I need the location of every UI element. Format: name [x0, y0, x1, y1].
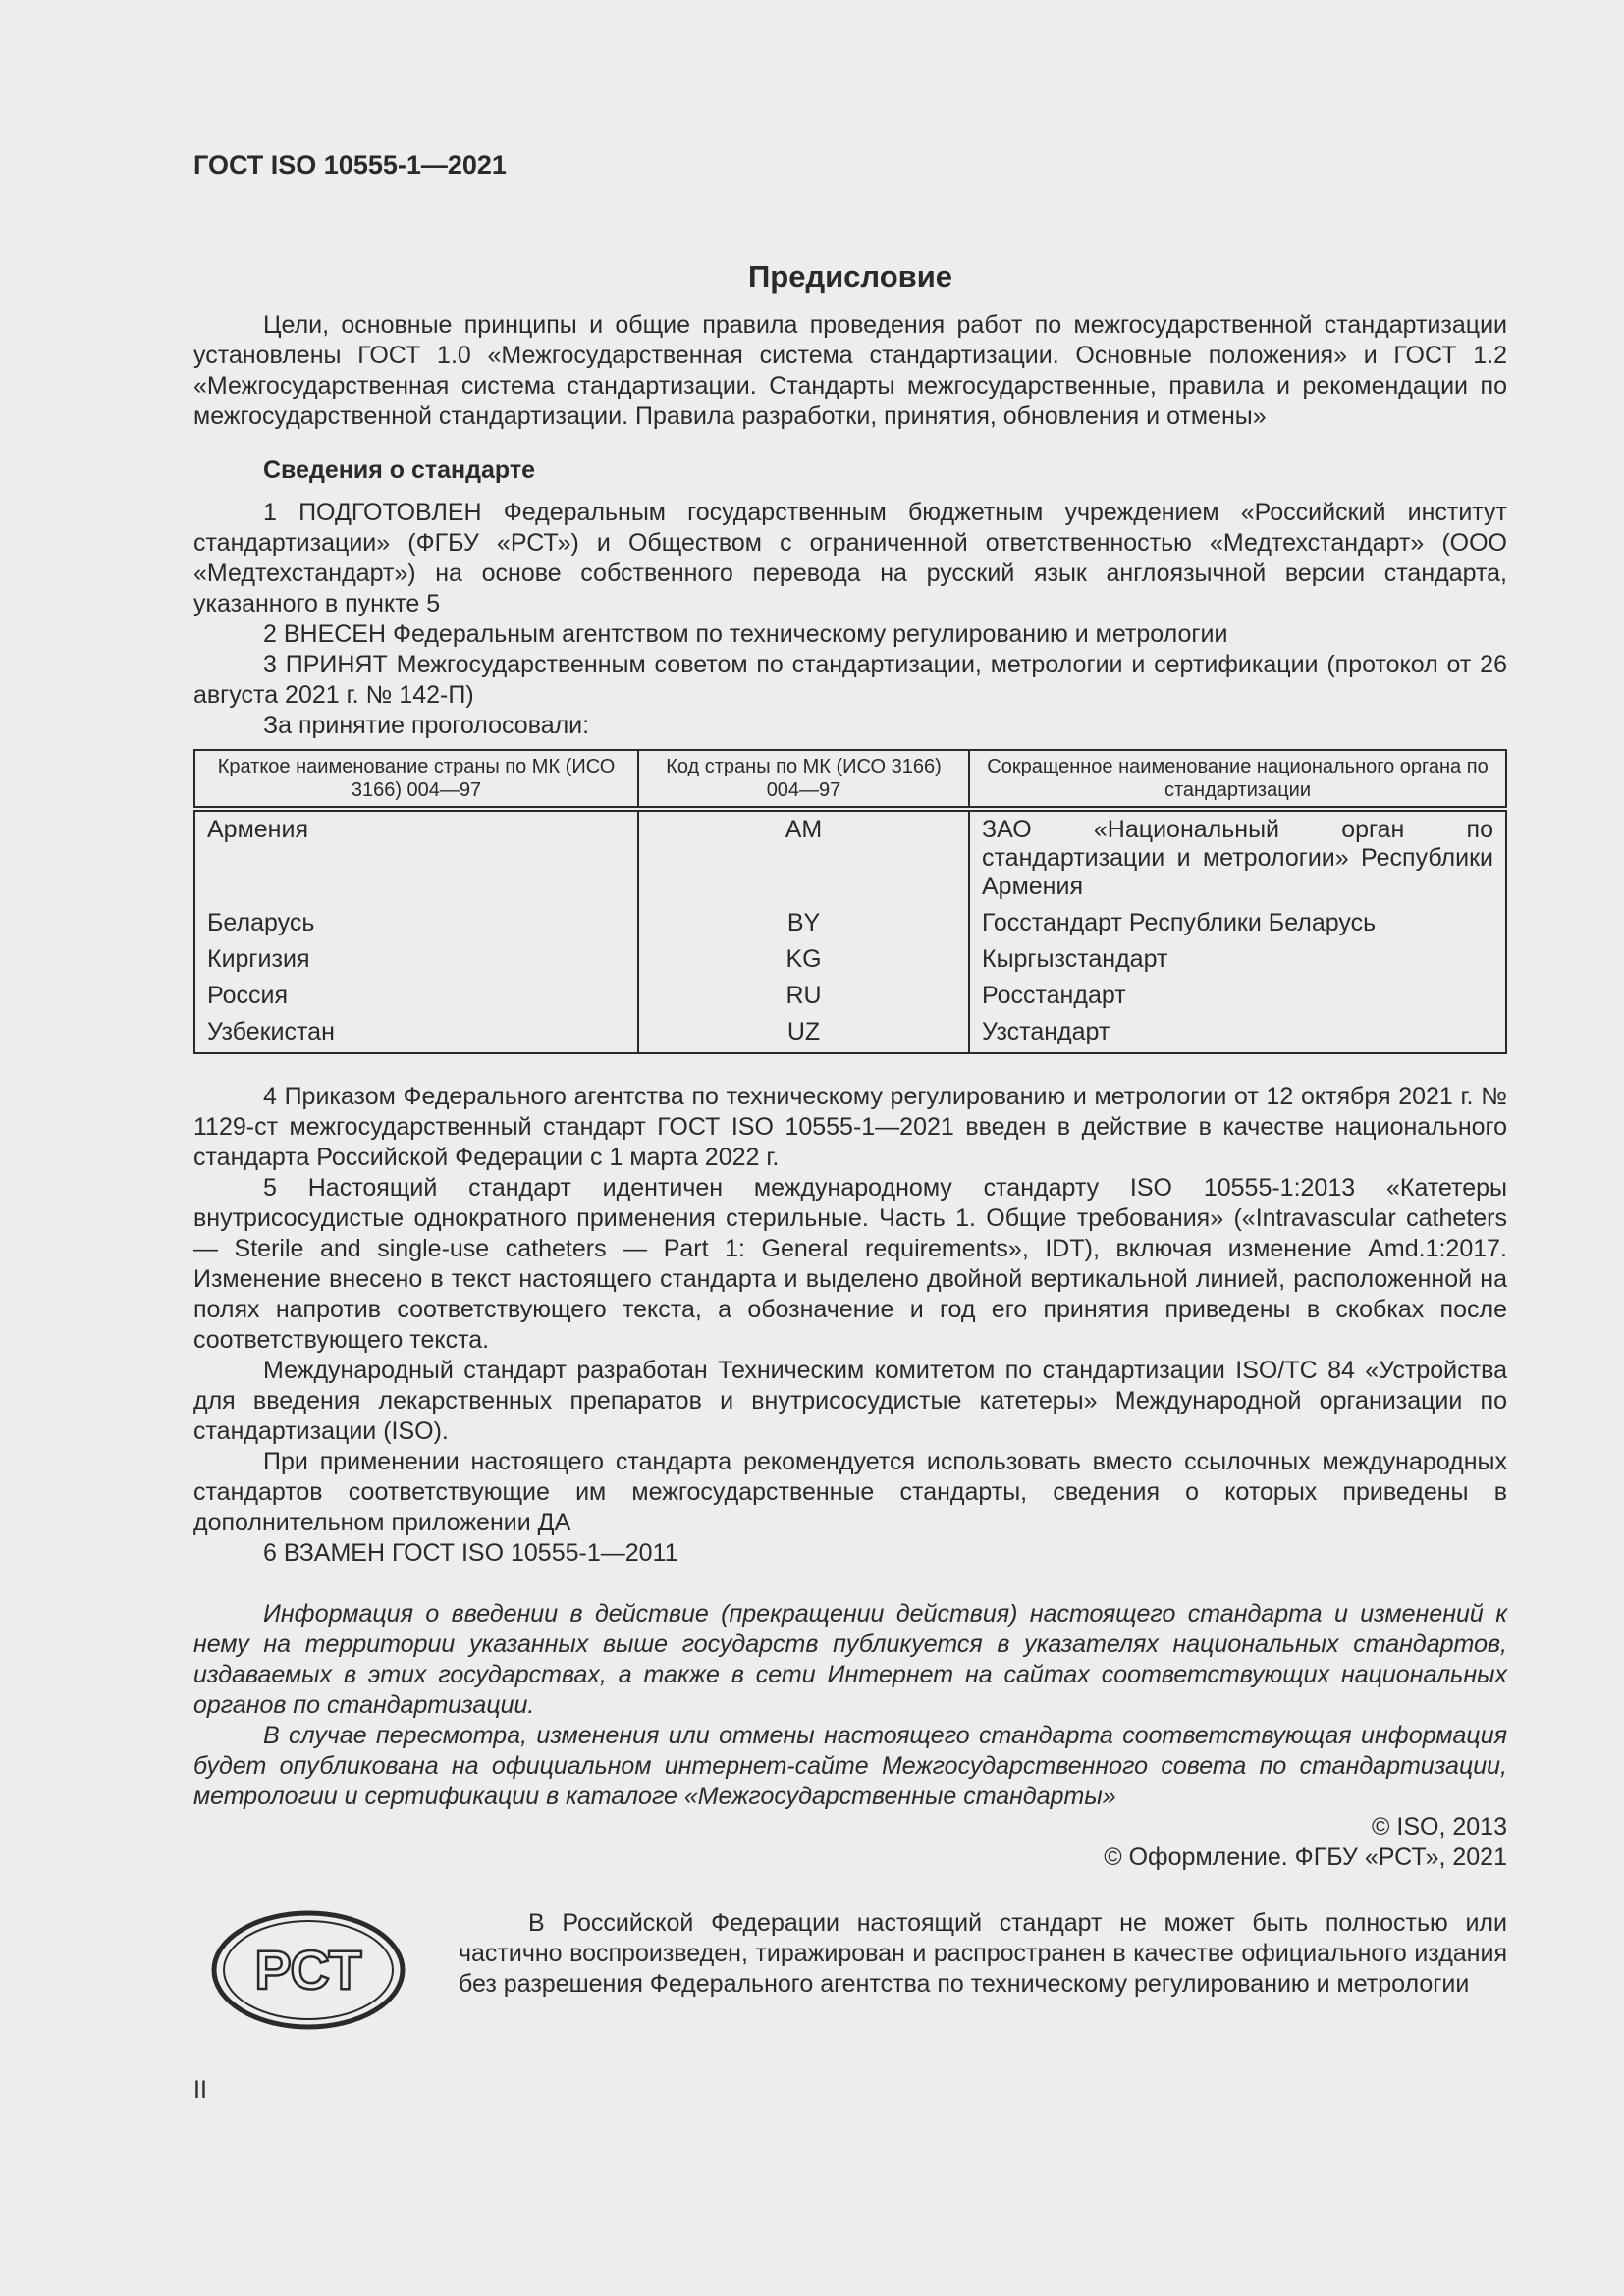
document-code: ГОСТ ISO 10555-1—2021: [193, 150, 507, 180]
code-cell: BY: [638, 907, 969, 943]
revision-paragraph: В случае пересмотра, изменения или отмены настоящего стандарта соответствующая информация будет опубликована на официальном интернет-сайте Межгосударственного совета по стандартизации, метрологии и сертификации в каталоге «Межгосударственные стандарты»: [193, 1722, 1507, 1810]
info-paragraph: Информация о введении в действие (прекращении действия) настоящего стандарта и изменений к нему на территории указанных выше государств публикуется в указателях национальных стандартов, издаваемых в этих государствах, а также в сети Интернет на сайтах соответствующих национальных органов по стандартизации.: [193, 1600, 1507, 1719]
voted-label: За принятие проголосовали:: [263, 712, 590, 739]
table-header-org: Сокращенное наименование национального органа по стандартизации: [969, 750, 1506, 809]
page-content: [193, 137, 1507, 2056]
org-cell: Госстандарт Республики Беларусь: [969, 907, 1506, 943]
table-header-country: Краткое наименование страны по МК (ИСО 3166) 004—97: [194, 750, 638, 809]
rst-logo-text: РСТ: [254, 1939, 362, 2001]
intro-paragraph: Цели, основные принципы и общие правила проведения работ по межгосударственной стандартизации установлены ГОСТ 1.0 «Межгосударственная система стандартизации. Основные положения» и ГОСТ 1.2 «Межгосударственная система стандартизации. Стандарты межгосударственные, правила и рекомендации по межгосударственной стандартизации. Правила разработки, принятия, обновления и отмены»: [193, 311, 1507, 430]
code-cell: UZ: [638, 1016, 969, 1053]
copyright-iso: © ISO, 2013: [1372, 1813, 1507, 1841]
item-4: 4 Приказом Федерального агентства по техническому регулированию и метрологии от 12 октября 2021 г. № 1129-ст межгосударственный стандарт ГОСТ ISO 10555-1—2021 введен в действие в качестве национального стандарта Российской Федерации с 1 марта 2022 г.: [193, 1083, 1507, 1171]
org-cell: Кыргызстандарт: [969, 943, 1506, 980]
item-3: 3 ПРИНЯТ Межгосударственным советом по стандартизации, метрологии и сертификации (протокол от 26 августа 2021 г. № 142-П): [193, 651, 1507, 709]
spacer: [193, 1569, 1507, 1599]
voting-table: [193, 749, 1507, 1054]
copyright-rst: © Оформление. ФГБУ «РСТ», 2021: [1104, 1843, 1507, 1871]
country-cell: Беларусь: [194, 907, 638, 943]
page-title: Предисловие: [747, 259, 952, 294]
code-cell: AM: [638, 809, 969, 907]
footer-block: [193, 1908, 1507, 2056]
table-header-code: Код страны по МК (ИСО 3166) 004—97: [638, 750, 969, 809]
item-1: 1 ПОДГОТОВЛЕН Федеральным государственным бюджетным учреждением «Российский институт стандартизации» (ФГБУ «РСТ») и Обществом с ограниченной ответственностью «Медтехстандарт» (ООО «Медтехстандарт») на основе собственного перевода на русский язык англоязычной версии стандарта, указанного в пункте 5: [193, 499, 1507, 617]
item-5-references: При применении настоящего стандарта рекомендуется использовать вместо ссылочных международных стандартов соответствующие им межгосударственные стандарты, сведения о которых приведены в дополнительном приложении ДА: [193, 1448, 1507, 1536]
table-row: [194, 1016, 1506, 1053]
country-cell: Киргизия: [194, 943, 638, 980]
code-cell: RU: [638, 980, 969, 1016]
rst-logo-icon: [209, 1908, 407, 2032]
country-cell: Армения: [194, 809, 638, 907]
table-row: [194, 943, 1506, 980]
table-row: [194, 809, 1506, 907]
copyright-notice: [459, 1908, 1507, 2000]
country-cell: Россия: [194, 980, 638, 1016]
org-cell: Росстандарт: [969, 980, 1506, 1016]
notice-text: В Российской Федерации настоящий стандарт не может быть полностью или частично воспроизведен, тиражирован и распространен в качестве официального издания без разрешения Федерального агентства по техническому регулированию и метрологии: [459, 1909, 1507, 1998]
section-heading: Сведения о стандарте: [263, 456, 536, 484]
table-header-row: [194, 750, 1506, 809]
item-6: 6 ВЗАМЕН ГОСТ ISO 10555-1—2011: [263, 1539, 678, 1567]
code-cell: KG: [638, 943, 969, 980]
item-2: 2 ВНЕСЕН Федеральным агентством по техническому регулированию и метрологии: [263, 620, 1228, 648]
org-cell: Узстандарт: [969, 1016, 1506, 1053]
table-row: [194, 980, 1506, 1016]
table-row: [194, 907, 1506, 943]
page-number: II: [193, 2076, 207, 2104]
item-5: 5 Настоящий стандарт идентичен международному стандарту ISO 10555-1:2013 «Катетеры внутрисосудистые однократного применения стерильные. Часть 1. Общие требования» («Intravascular catheters — Sterile and single-use catheters — Part 1: General requirements», IDT), включая изменение Amd.1:2017. Изменение внесено в текст настоящего стандарта и выделено двойной вертикальной линией, расположенной на полях напротив соответствующего текста, а обозначение и год его принятия приведены в скобках после соответствующего текста.: [193, 1174, 1507, 1354]
country-cell: Узбекистан: [194, 1016, 638, 1053]
item-5-tc: Международный стандарт разработан Техническим комитетом по стандартизации ISO/TC 84 «Устройства для введения лекарственных препаратов и внутрисосудистые катетеры» Международной организации по стандартизации (ISO).: [193, 1357, 1507, 1445]
org-cell: ЗАО «Национальный орган по стандартизации и метрологии» Республики Армения: [969, 809, 1506, 907]
